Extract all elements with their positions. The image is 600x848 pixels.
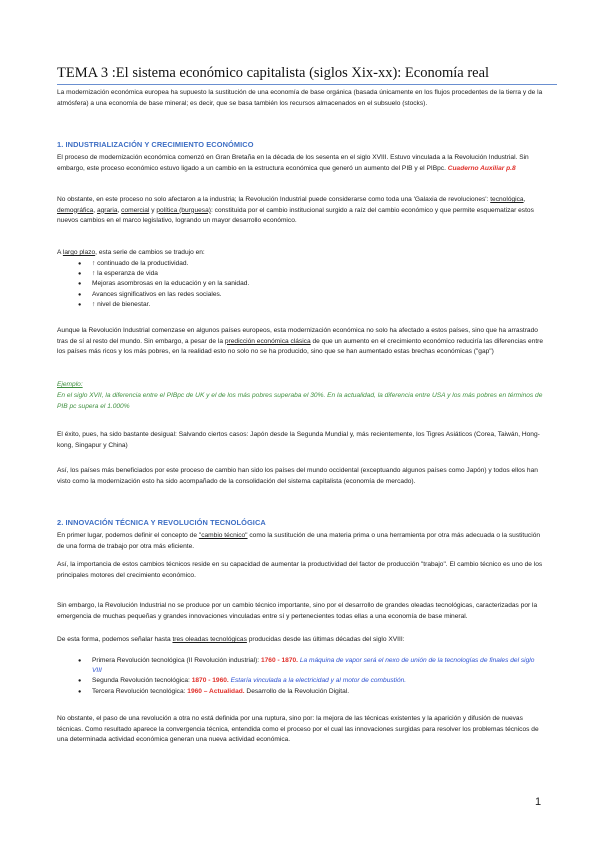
- wave-dates: 1960 – Actualidad.: [187, 687, 245, 695]
- section-1-heading: 1. INDUSTRIALIZACIÓN Y CRECIMIENTO ECONÓMICO: [57, 140, 254, 149]
- section-2-paragraph-2: Así, la importancia de estos cambios técnicos reside en su capacidad de aumentar la productividad del factor de producción "trabajo". El cambio técnico es uno de los principales motores del crecimiento económico.: [57, 561, 543, 579]
- section-1-paragraph-2: No obstante, en este proceso no solo afectaron a la industria; la Revolución Industrial puede considerarse como toda una 'Galaxia de revoluciones': tecnológica, demográfica, agraria, comercial y política (burguesa): constituida por el cambio institucional surgido a raíz del cambio económico y que permite esquematizar estos nuevos cambios en el marco legislativo, logrando un mayor desarrollo económico.: [57, 196, 534, 224]
- section-1-paragraph-4: [57, 326, 547, 358]
- document-title: TEMA 3 :El sistema económico capitalista (siglos Xix-xx): Economía real: [57, 65, 557, 85]
- p4-text-b: de que un aumento en el crecimiento económico reduciría las diferencias entre los países más ricos y los más pobres, en la realidad esto no solo no se ha producido, sino que se han aumentado estas brechas económicas ("gap"): [57, 337, 544, 355]
- section-2-paragraph-1: [57, 531, 547, 552]
- revolution-type: demográfica: [57, 206, 94, 214]
- p4-underlined: predicción económica clásica: [224, 337, 311, 345]
- section-1-paragraph-1-text: El proceso de modernización económica comenzó en Gran Bretaña en la década de los sesenta en el siglo XVIII. Estuvo vinculada a la Revolución Industrial. Sin embargo, este proceso económico estuvo ligado a un cambio en la estructura económica que generó un aumento del PIB y el PIBpc.: [57, 154, 529, 172]
- list-item: ● ↑ la esperanza de vida: [78, 269, 538, 279]
- list-item: ● ↑ continuado de la productividad.: [78, 259, 538, 269]
- wave-note: La máquina de vapor será el nexo de unión de la tecnologías de finales del siglo VIII: [92, 657, 535, 675]
- section-1-paragraph-1: [57, 153, 547, 174]
- section-1-paragraph-5: El éxito, pues, ha sido bastante desigual: Salvando ciertos casos: Japón desde la Segunda Mundial y, más recientemente, los Tigres Asiáticos (Corea, Taiwán, Hong-kong, Singapur y China): [57, 431, 540, 449]
- long-term-underlined: largo plazo: [62, 249, 96, 256]
- long-term-post: , esta serie de cambios se tradujo en:: [95, 249, 205, 256]
- list-item: ● Mejoras asombrosas en la educación y en la sanidad.: [78, 279, 538, 289]
- wave-label: Segunda Revolución tecnológica:: [92, 677, 192, 685]
- list-item: [78, 687, 538, 697]
- technical-change-pre: En primer lugar, podemos definir el concepto de: [57, 532, 198, 539]
- section-2-paragraph-4: [57, 635, 547, 646]
- list-item: [78, 656, 538, 676]
- revolution-type: política (burguesa): [156, 206, 211, 214]
- long-term-effects-list: [78, 259, 538, 310]
- wave-label: Primera Revolución tecnológica (II Revolución industrial):: [92, 657, 261, 664]
- wave-dates: 1870 - 1960.: [191, 677, 229, 685]
- intro-paragraph: La modernización económica europea ha supuesto la sustitución de una economía de base orgánica (basada únicamente en los flujos procedentes de la tierra y de la atmósfera) a una economía de base mineral; es decir, que se basa también los recursos almacenados en el subsuelo (stocks).: [57, 89, 543, 107]
- list-item: [78, 676, 538, 686]
- revolution-type: tecnológica: [490, 196, 524, 203]
- waves-intro-pre: De esta forma, podemos señalar hasta: [57, 636, 171, 643]
- galaxia-end-text: : constituida por el cambio institucional surgido a raíz del cambio económico y que permite esquematizar estos nuevos cambios en el marco legislativo, logrando un mayor desarrollo económico.: [57, 206, 534, 224]
- long-term-intro: [57, 248, 547, 259]
- page-number: 1: [535, 796, 542, 808]
- technical-change-term: "cambio técnico": [198, 532, 248, 539]
- waves-intro-post: producidas desde las últimas décadas del siglo XVIII:: [248, 636, 405, 643]
- long-term-pre: A: [57, 249, 62, 256]
- wave-dates: 1760 - 1870.: [260, 657, 298, 664]
- p4-text-a: Aunque la Revolución Industrial comenzase en algunos países europeos, esta modernización económica no solo ha afectado a estos países, sino que ha arrastrado tras de sí al resto del mundo. Sin embargo, a pesar de la: [57, 327, 538, 345]
- list-item: ● Avances significativos en las redes sociales.: [78, 290, 538, 300]
- waves-intro-underlined: tres oleadas tecnológicas: [172, 636, 247, 643]
- wave-label: Tercera Revolución tecnológica:: [92, 687, 188, 695]
- galaxia-intro-text: No obstante, en este proceso no solo afectaron a la industria; la Revolución Industrial puede considerarse como toda una 'Galaxia de revoluciones':: [57, 196, 489, 203]
- list-item: ● ↑ nivel de bienestar.: [78, 300, 538, 310]
- example-text: En el siglo XVII, la diferencia entre el PIBpc de UK y el de los más pobres superaba el 30%. En la actualidad, la diferencia entre USA y los más pobres en términos de PIB pc supera el 1.000%: [57, 392, 543, 410]
- example-label: Ejemplo:: [57, 381, 83, 388]
- revolution-type: agraria: [96, 206, 118, 214]
- cuaderno-reference: Cuaderno Auxiliar p.8: [447, 164, 516, 172]
- section-2-heading: 2. INNOVACIÓN TÉCNICA Y REVOLUCIÓN TECNOLÓGICA: [57, 518, 266, 527]
- revolution-type: comercial: [121, 206, 150, 214]
- technological-waves-list: [78, 656, 538, 697]
- section-1-paragraph-6: Así, los países más beneficiados por este proceso de cambio han sido los países del mundo occidental (exceptuando algunos países como Japón) y todos ellos han visto como la modernización esto ha sido acompañado de la consolidación del sistema capitalista (economía de mercado).: [57, 467, 538, 485]
- wave-note: Estaría vinculada a la electricidad y al motor de combustión.: [228, 677, 407, 685]
- section-2-paragraph-5: No obstante, el paso de una revolución a otra no está definida por una ruptura, sino por: la mejora de las técnicas existentes y la aparición y difusión de nuevas técnicas. Como resultado aparece la convergencia técnica, entendida como el proceso por el cual las innovaciones surgidas para resolver los problemas técnicos de una determinada actividad económica generan una nueva actividad económica.: [57, 715, 539, 743]
- wave-note: Desarrollo de la Revolución Digital.: [244, 687, 350, 695]
- section-2-paragraph-3: Sin embargo, la Revolución Industrial no se produce por un cambio técnico importante, sino por el desarrollo de grandes oleadas tecnológicas, caracterizadas por la emergencia de muchas pequeñas y grandes innovaciones vinculadas entre sí y pertenecientes todas ellas a una economía de base mineral.: [57, 602, 538, 620]
- technical-change-def: como la sustitución de una materia prima o una herramienta por otra más adecuada o la sustitución de una forma de trabajo por otra más eficiente.: [57, 532, 541, 550]
